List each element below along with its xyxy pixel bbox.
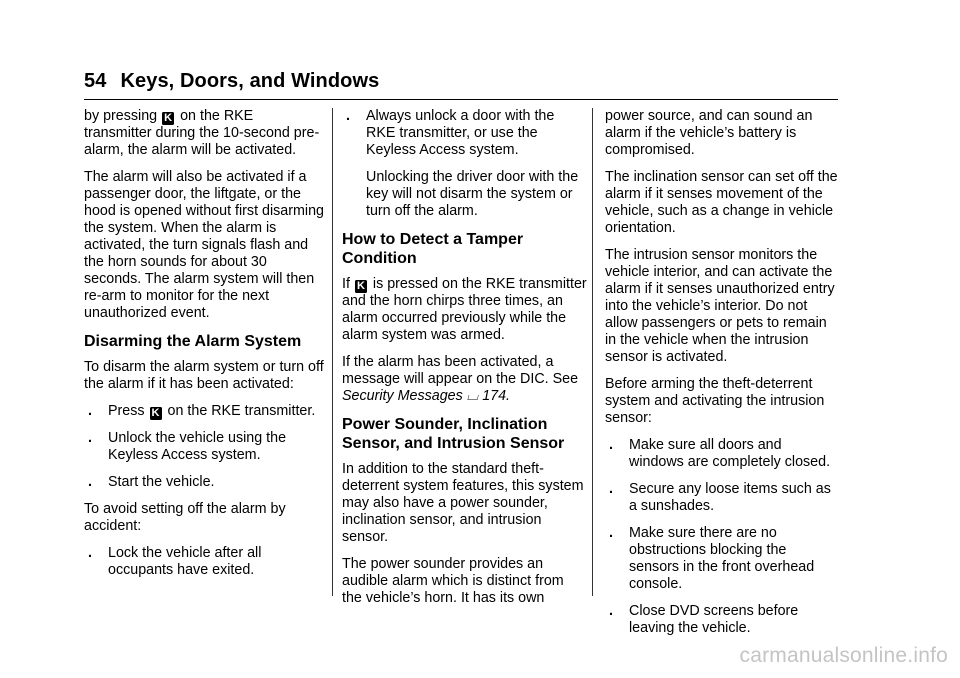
paragraph: If the alarm has been activated, a message will appear on the DIC. See Security Messages ⌴ 174. <box>342 354 579 404</box>
watermark: carmanualsonline.info <box>739 644 948 667</box>
bullet-marker: . <box>609 525 613 541</box>
bullet-item: . Always unlock a door with the RKE transmitter, or use the Keyless Access system. <box>346 108 555 158</box>
column-1 <box>84 108 324 589</box>
page-header <box>84 70 379 93</box>
page-reference-icon: ⌴ <box>466 388 479 404</box>
column-divider-2 <box>592 108 593 596</box>
bullet-item: . Start the vehicle. <box>88 474 215 490</box>
bullet-item: . Unlock the vehicle using the Keyless Access system. <box>88 430 287 463</box>
bullet-marker: . <box>609 603 613 619</box>
bullet-item: . Make sure all doors and windows are completely closed. <box>609 437 831 470</box>
paragraph: The alarm will also be activated if a passenger door, the liftgate, or the hood is opened without first disarming the system. When the alarm is activated, the turn signals flash and the horn sounds for about 30 seconds. The alarm system will then re-arm to monitor for the next unauthorized event. <box>84 169 325 321</box>
paragraph: To disarm the alarm system or turn off the alarm if it has been activated: <box>84 359 324 392</box>
bullet-marker: . <box>346 108 350 124</box>
bullet-marker: . <box>609 437 613 453</box>
lock-key-icon: K <box>162 112 174 125</box>
bullet-item: . Lock the vehicle after all occupants have exited. <box>88 545 262 578</box>
paragraph: by pressing K on the RKE transmitter during the 10-second pre-alarm, the alarm will be activated. <box>84 108 320 158</box>
paragraph: In addition to the standard theft-deterrent system features, this system may also have a power sounder, inclination sensor, and intrusion sensor. <box>342 461 584 545</box>
section-heading-disarming: Disarming the Alarm System <box>84 333 302 350</box>
header-rule <box>84 99 838 100</box>
column-3 <box>605 108 840 647</box>
cross-reference-link[interactable]: Security Messages ⌴ 174. <box>342 388 511 404</box>
bullet-sub-paragraph: Unlocking the driver door with the key will not disarm the system or turn off the alarm. <box>366 169 579 219</box>
paragraph: The intrusion sensor monitors the vehicle interior, and can activate the alarm if it senses unauthorized entry into the vehicle’s interior. Do not allow passengers or pets to remain in the vehicle when the intrusion sensor is activated. <box>605 247 835 365</box>
lock-key-icon: K <box>150 407 162 420</box>
bullet-marker: . <box>88 430 92 446</box>
bullet-marker: . <box>88 474 92 490</box>
paragraph: To avoid setting off the alarm by accident: <box>84 501 286 534</box>
lock-key-icon: K <box>355 280 367 293</box>
bullet-item: . Make sure there are no obstructions blocking the sensors in the front overhead console. <box>609 525 815 592</box>
bullet-item: . Press K on the RKE transmitter. <box>88 403 316 419</box>
bullet-item: . Secure any loose items such as a sunshades. <box>609 481 831 514</box>
page-number: 54 <box>84 70 107 92</box>
paragraph: Before arming the theft-deterrent system and activating the intrusion sensor: <box>605 376 825 426</box>
bullet-marker: . <box>88 545 92 561</box>
paragraph: The power sounder provides an audible alarm which is distinct from the vehicle’s horn. It has its own <box>342 556 564 606</box>
section-heading-tamper: How to Detect a Tamper Condition <box>342 231 524 267</box>
bullet-item: . Close DVD screens before leaving the vehicle. <box>609 603 799 636</box>
bullet-marker: . <box>88 403 92 419</box>
column-2 <box>342 108 587 617</box>
paragraph: The inclination sensor can set off the alarm if it senses movement of the vehicle, such as a change in vehicle orientation. <box>605 169 838 236</box>
column-divider-1 <box>332 108 333 596</box>
section-title: Keys, Doors, and Windows <box>120 70 380 92</box>
paragraph: If K is pressed on the RKE transmitter and the horn chirps three times, an alarm occurred previously while the alarm system was armed. <box>342 276 587 343</box>
bullet-marker: . <box>609 481 613 497</box>
paragraph: power source, and can sound an alarm if the vehicle’s battery is compromised. <box>605 108 813 158</box>
section-heading-sensors: Power Sounder, Inclination Sensor, and Intrusion Sensor <box>342 416 565 452</box>
